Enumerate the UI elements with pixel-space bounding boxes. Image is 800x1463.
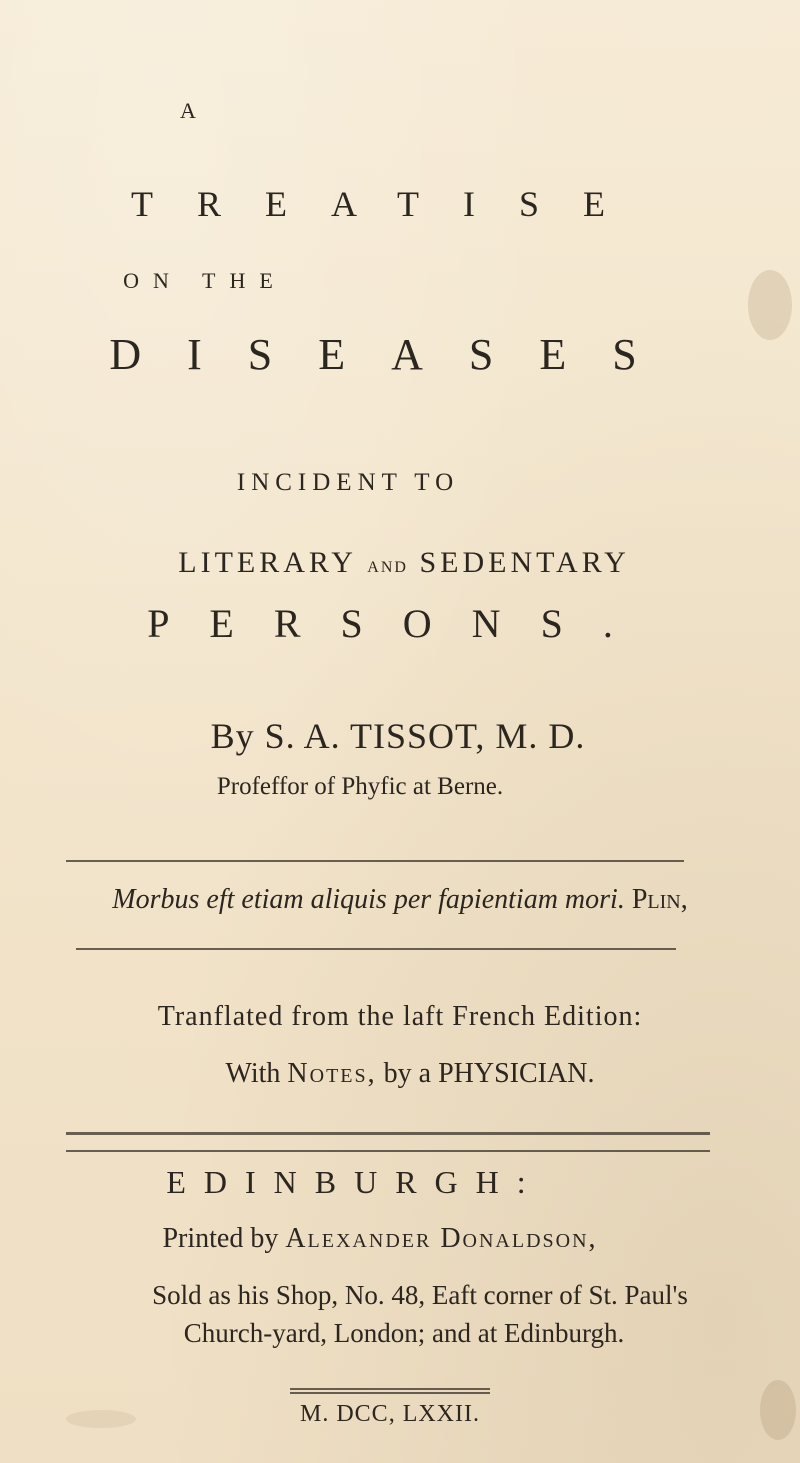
double-rule-upper <box>66 1132 710 1135</box>
word-literary: LITERARY <box>178 546 356 579</box>
notes-by: by a <box>383 1058 432 1089</box>
printer-line <box>30 1225 730 1253</box>
title-diseases: DISEASES <box>109 330 683 379</box>
imprint-place: EDINBURGH: <box>166 1164 544 1200</box>
sold-line: Sold as his Shop, No. 48, Eaft corner of St. Paul's <box>152 1280 688 1310</box>
author-line: By S. A. TISSOT, M. D. <box>210 716 586 756</box>
publication-date: M. DCC, LXXII. <box>300 1401 480 1427</box>
paper-stain <box>66 1410 136 1428</box>
printer-prefix: Printed by <box>162 1223 279 1254</box>
title-persons: PERSONS. <box>147 601 653 646</box>
article-a: A <box>180 98 196 123</box>
rule-top <box>66 860 684 862</box>
printer-name: Alexander Donaldson, <box>285 1223 598 1254</box>
title-incident-to: INCIDENT TO <box>236 469 460 496</box>
notes-physician: PHYSICIAN. <box>438 1058 595 1089</box>
double-rule-lower <box>66 1150 710 1152</box>
date-rule-upper <box>290 1388 490 1390</box>
word-sedentary: SEDENTARY <box>419 546 630 579</box>
notes-line <box>90 1060 730 1088</box>
motto-text: Morbus eft etiam aliquis per fapientiam mori. <box>112 884 625 915</box>
motto-source: Plin, <box>631 884 688 915</box>
notes-with: With <box>225 1058 281 1089</box>
translation-line: Tranflated from the laft French Edition: <box>157 1001 643 1032</box>
title-treatise: TREATISE <box>131 184 649 224</box>
motto-line <box>40 886 760 914</box>
date-rule-lower <box>290 1392 490 1394</box>
paper-stain <box>760 1380 796 1440</box>
title-on-the: ON THE <box>123 268 287 293</box>
rule-bottom <box>76 948 676 950</box>
notes-notes: Notes, <box>287 1058 377 1089</box>
title-literary-and-sedentary <box>54 548 754 578</box>
church-line: Church-yard, London; and at Edinburgh. <box>183 1318 625 1348</box>
author-position: Profeffor of Phyfic at Berne. <box>216 773 504 800</box>
word-and: AND <box>367 559 408 576</box>
paper-stain <box>748 270 792 340</box>
